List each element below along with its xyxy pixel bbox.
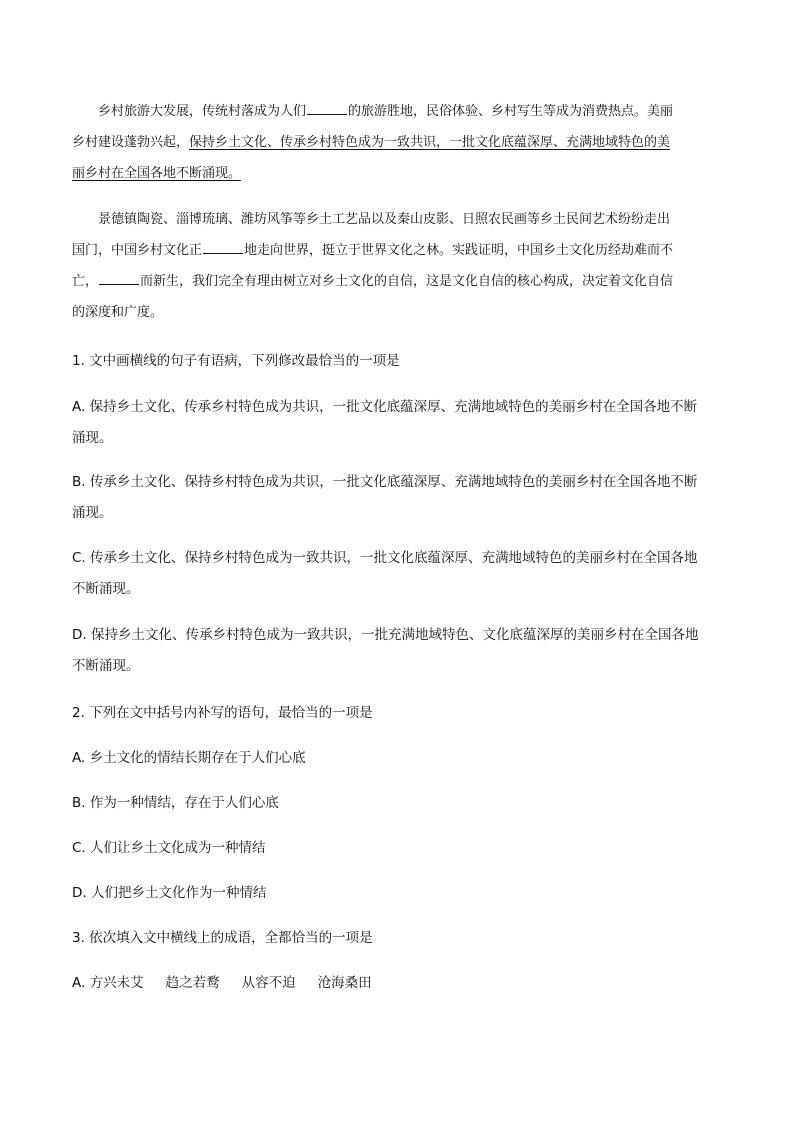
text-segment: 亡， [72, 274, 99, 289]
passage-line: 的深度和广度。 [72, 305, 164, 320]
passage-line [72, 235, 722, 266]
option-line: 涌现。 [72, 430, 113, 446]
fill-blank [203, 242, 243, 254]
idiom: 沧海桑田 [317, 975, 372, 991]
passage-paragraph-1 [72, 96, 722, 189]
question-2-option-b: B. 作为一种情结，存在于人们心底 [72, 795, 279, 811]
option-line: A. 保持乡土文化、传承乡村特色成为共识，一批文化底蕴深厚、充满地域特色的美丽乡村在全国各地不断 [72, 399, 698, 415]
idiom: 方兴未艾 [89, 975, 144, 991]
question-2-option-c: C. 人们让乡土文化成为一种情结 [72, 840, 266, 856]
question-2-option-a: A. 乡土文化的情结长期存在于人们心底 [72, 750, 306, 766]
question-1-option-d [72, 620, 722, 682]
question-1-option-b [72, 467, 722, 529]
option-label: A. [72, 975, 86, 991]
underlined-sentence: 丽乡村在全国各地不断涌现。 [72, 166, 242, 181]
text-segment: 而新生，我们完全有理由树立对乡土文化的自信，这是文化自信的核心构成，决定着文化自信 [140, 274, 674, 289]
question-3-stem: 3. 依次填入文中横线上的成语，全都恰当的一项是 [72, 930, 373, 946]
idiom: 趋之若鹜 [165, 975, 220, 991]
text-segment: 国门，中国乡村文化正 [72, 243, 203, 258]
question-1-option-a [72, 392, 722, 454]
passage-line [72, 266, 722, 297]
question-3-option-a [72, 968, 722, 999]
fill-blank [99, 273, 139, 285]
idiom: 从容不迫 [241, 975, 296, 991]
question-1-option-c [72, 543, 722, 605]
passage-line [72, 158, 722, 189]
option-line: D. 保持乡土文化、传承乡村特色成为一致共识，一批充满地域特色、文化底蕴深厚的美丽乡村在全国各地 [72, 627, 699, 643]
underlined-sentence: 保持乡土文化、传承乡村特色成为一致共识，一批文化底蕴深厚、充满地域特色的美 [189, 135, 671, 150]
text-segment: 地走向世界，挺立于世界文化之林。实践证明，中国乡土文化历经劫难而不 [244, 243, 674, 258]
passage-line [72, 96, 722, 127]
option-line: 不断涌现。 [72, 658, 140, 674]
fill-blank [307, 103, 347, 115]
question-1-stem: 1. 文中画横线的句子有语病，下列修改最恰当的一项是 [72, 353, 400, 369]
text-segment: 乡村旅游大发展，传统村落成为人们 [98, 104, 307, 119]
option-line: C. 传承乡土文化、保持乡村特色成为一致共识，一批文化底蕴深厚、充满地域特色的美丽乡村在全国各地 [72, 550, 698, 566]
passage-line [72, 127, 722, 158]
passage-line: 景德镇陶瓷、淄博琉璃、潍坊风筝等乡土工艺品以及秦山皮影、日照农民画等乡土民间艺术纷纷走出 [98, 212, 671, 227]
question-2-option-d: D. 人们把乡土文化作为一种情结 [72, 885, 267, 901]
text-segment: 的旅游胜地，民俗体验、乡村写生等成为消费热点。美丽 [348, 104, 674, 119]
question-2-stem: 2. 下列在文中括号内补写的语句，最恰当的一项是 [72, 705, 373, 721]
option-line: 涌现。 [72, 505, 113, 521]
option-line: 不断涌现。 [72, 581, 140, 597]
passage-paragraph-2 [72, 204, 722, 328]
option-line: B. 传承乡土文化、保持乡村特色成为共识，一批文化底蕴深厚、充满地域特色的美丽乡村在全国各地不断 [72, 474, 698, 490]
text-segment: 乡村建设蓬勃兴起， [72, 135, 190, 150]
